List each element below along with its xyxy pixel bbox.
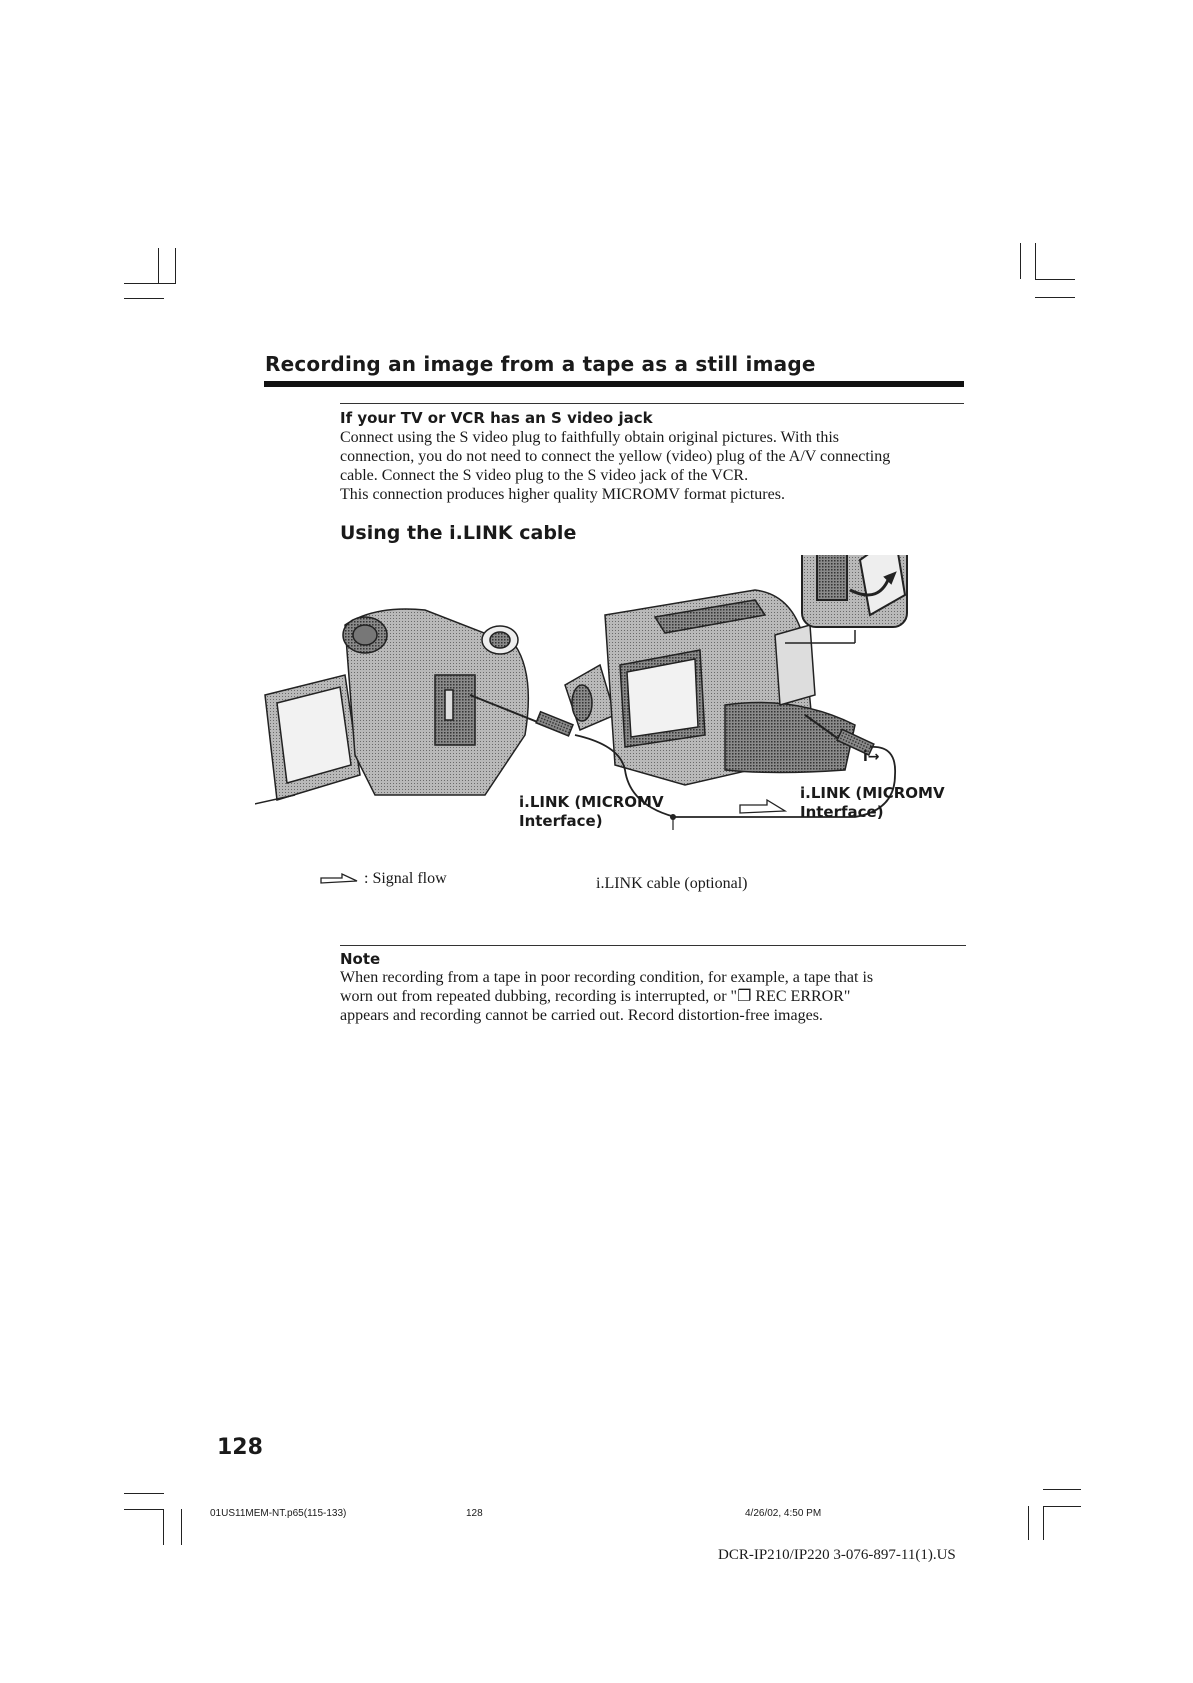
note-heading: Note <box>340 950 381 968</box>
text-line: cable. Connect the S video plug to the S video jack of the VCR. <box>340 467 749 484</box>
crop-mark <box>181 1509 182 1545</box>
label-line: i.LINK (MICROMV <box>800 784 945 802</box>
model-number: DCR-IP210/IP220 3-076-897-11(1).US <box>718 1547 956 1563</box>
crop-mark <box>124 283 176 284</box>
label-line: Interface) <box>800 803 884 821</box>
footer-timestamp: 4/26/02, 4:50 PM <box>745 1508 822 1519</box>
crop-mark <box>1035 279 1075 280</box>
section-rule <box>340 403 964 404</box>
note-rule <box>340 945 966 946</box>
cable-label: i.LINK cable (optional) <box>596 875 748 892</box>
s-video-heading: If your TV or VCR has an S video jack <box>340 409 653 427</box>
crop-mark <box>124 298 164 299</box>
s-video-paragraph <box>340 428 960 504</box>
crop-mark <box>124 1493 164 1494</box>
note-paragraph <box>340 968 960 1025</box>
right-port-label <box>800 784 945 822</box>
label-line: Interface) <box>519 812 603 830</box>
connection-figure <box>255 555 1000 875</box>
crop-mark <box>158 248 159 284</box>
text-line: This connection produces higher quality MICROMV format pictures. <box>340 486 785 503</box>
crop-mark <box>1043 1506 1081 1507</box>
text-line: Connect using the S video plug to faithfully obtain original pictures. With this <box>340 429 839 446</box>
left-camcorder <box>255 609 528 805</box>
crop-mark <box>175 248 176 284</box>
crop-mark <box>1043 1489 1081 1490</box>
text-line: connection, you do not need to connect the yellow (video) plug of the A/V connecting <box>340 448 891 465</box>
crop-mark <box>1043 1506 1044 1540</box>
crop-mark <box>1020 243 1021 279</box>
crop-mark <box>1028 1506 1029 1540</box>
signal-flow-icon <box>320 872 360 886</box>
title-rule <box>264 381 964 387</box>
left-port-label <box>519 793 664 831</box>
signal-flow-text: : Signal flow <box>364 870 447 887</box>
text-line: appears and recording cannot be carried out. Record distortion-free images. <box>340 1007 823 1024</box>
crop-mark <box>1035 297 1075 298</box>
page-number: 128 <box>217 1435 263 1460</box>
ilink-heading: Using the i.LINK cable <box>340 522 577 544</box>
label-line: i.LINK (MICROMV <box>519 793 664 811</box>
crop-mark <box>124 1509 164 1510</box>
signal-flow-arrow <box>740 800 785 813</box>
text-line: When recording from a tape in poor recording condition, for example, a tape that is <box>340 969 874 986</box>
footer-file-name: 01US11MEM-NT.p65(115-133) <box>210 1508 347 1519</box>
footer-page: 128 <box>466 1508 483 1519</box>
crop-mark <box>163 1509 164 1545</box>
text-line: worn out from repeated dubbing, recording is interrupted, or "❐ REC ERROR" <box>340 988 851 1005</box>
signal-flow-legend <box>320 870 447 888</box>
crop-mark <box>1035 243 1036 279</box>
ilink-symbol-icon: i→ <box>863 749 880 765</box>
page-title: Recording an image from a tape as a still image <box>265 352 816 376</box>
